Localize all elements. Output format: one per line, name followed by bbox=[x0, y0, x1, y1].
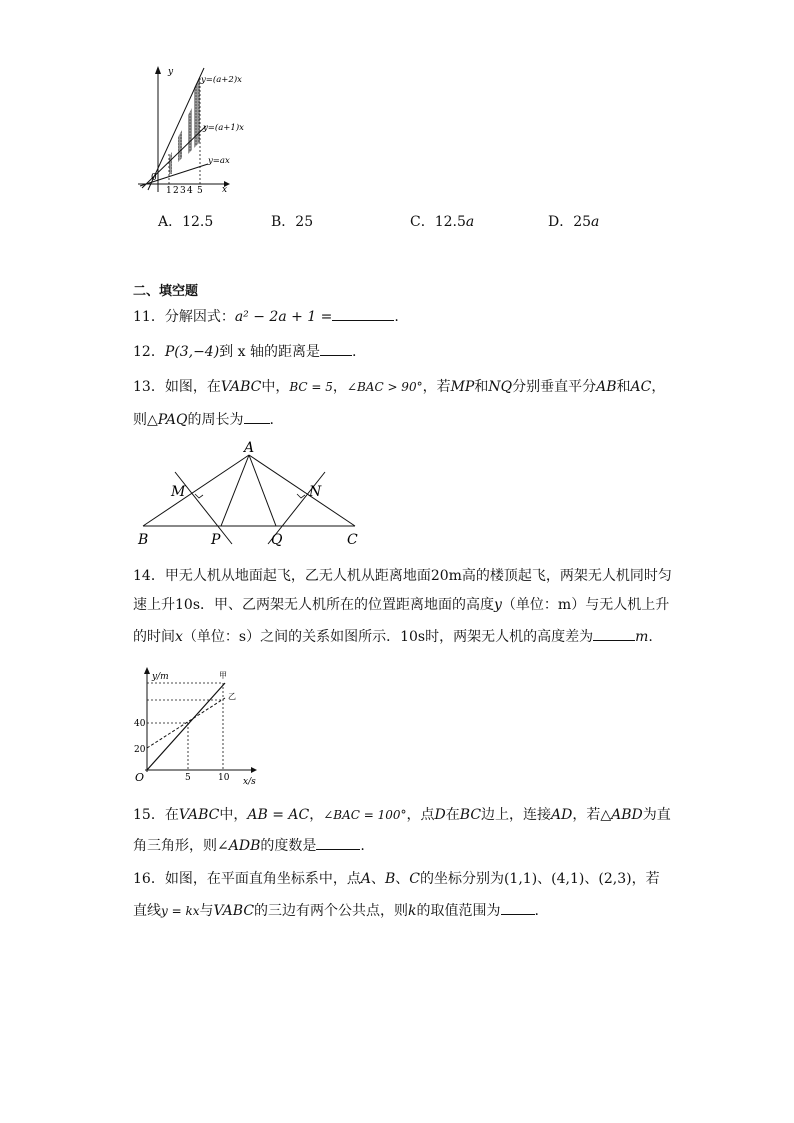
q14-l2-a: 速上升10s．甲、乙两架无人机所在的位置距离地面的高度 bbox=[133, 597, 494, 613]
fig3-xtick-10: 10 bbox=[218, 773, 230, 783]
q12-lead: 12． bbox=[133, 344, 165, 360]
q13-l2-t2: 的周长为 bbox=[187, 412, 244, 428]
q13-l2-t0: 则△ bbox=[133, 412, 158, 428]
q14-unit: m bbox=[635, 629, 649, 645]
fig3-label-jia: 甲 bbox=[219, 671, 227, 680]
q14-l3-b: （单位：s）之间的关系如图所示．10s时，两架无人机的高度差为 bbox=[182, 629, 594, 645]
q16-l2-t6: 的取值范围为 bbox=[416, 903, 501, 919]
line-jia bbox=[147, 683, 225, 770]
label-b: B bbox=[138, 532, 149, 548]
q16-t4: 、 bbox=[395, 871, 410, 887]
question-11 bbox=[133, 308, 399, 326]
q15-adb: ∠ADB bbox=[217, 838, 261, 854]
q15-t2: 中， bbox=[219, 807, 248, 823]
q16-l2-t0: 直线 bbox=[133, 903, 161, 919]
q12-end: . bbox=[351, 344, 357, 360]
shaded-strip-2 bbox=[178, 130, 182, 162]
q16-t6: 的坐标分别为 bbox=[419, 871, 504, 887]
tick-5: 5 bbox=[197, 186, 203, 194]
q14-l2-b: （单位：m）与无人机上升 bbox=[501, 597, 670, 613]
q15-t10: 边上，连接 bbox=[481, 807, 552, 823]
q16-line-eq: y = kx bbox=[161, 904, 200, 918]
q13-ac: AC bbox=[630, 379, 652, 395]
question-13-line-1 bbox=[133, 378, 665, 396]
x-axis-label: x bbox=[222, 185, 228, 194]
tick-4: 4 bbox=[187, 186, 193, 194]
label-n: N bbox=[309, 484, 322, 500]
y-axis-label: y bbox=[168, 67, 174, 77]
q13-bc: BC = 5 bbox=[289, 380, 333, 394]
q15-answer-blank[interactable] bbox=[316, 837, 360, 850]
q16-t0: 16．如图，在平面直角坐标系中，点 bbox=[133, 871, 361, 887]
question-13-line-2 bbox=[133, 411, 274, 429]
q16-answer-blank[interactable] bbox=[501, 902, 535, 915]
question-14-line-1: 14．甲无人机从地面起飞，乙无人机从距离地面20m高的楼顶起飞，两架无人机同时匀 bbox=[133, 568, 672, 584]
fig3-xtick-5: 5 bbox=[185, 773, 191, 783]
option-b[interactable]: B．25 bbox=[271, 214, 314, 230]
question-16-line-1 bbox=[133, 870, 660, 888]
q13-angle: ∠BAC > 90° bbox=[346, 380, 423, 394]
label-line-low: y=ax bbox=[208, 156, 230, 166]
line-yi bbox=[147, 698, 225, 748]
segment-aq bbox=[249, 455, 276, 526]
label-line-top: y=(a+2)x bbox=[201, 75, 242, 85]
q16-coord-a: (1,1) bbox=[503, 871, 538, 887]
label-c: C bbox=[347, 532, 358, 548]
option-c-number: C．12.5 bbox=[410, 214, 466, 230]
q16-k: k bbox=[408, 903, 417, 919]
fig3-y-label: y/m bbox=[152, 672, 169, 682]
q14-end: . bbox=[648, 629, 653, 645]
q13-t4: ， bbox=[332, 379, 347, 395]
q12-text: 到 x 轴的距离是 bbox=[219, 344, 320, 360]
right-angle-n bbox=[297, 494, 305, 498]
q15-l2-t2: 的度数是 bbox=[260, 838, 317, 854]
q14-answer-blank[interactable] bbox=[593, 628, 635, 641]
tick-1: 1 bbox=[166, 186, 172, 194]
label-m: M bbox=[171, 484, 186, 500]
side-ab bbox=[143, 455, 249, 526]
y-axis-arrow bbox=[155, 66, 161, 74]
q16-t2: 、 bbox=[370, 871, 385, 887]
side-ac bbox=[249, 455, 355, 526]
question-15-line-1 bbox=[133, 806, 671, 824]
q16-t10: 、 bbox=[584, 871, 599, 887]
q13-t14: ， bbox=[651, 379, 666, 395]
q16-coord-b: (4,1) bbox=[551, 871, 585, 887]
fig3-x-label: x/s bbox=[243, 777, 256, 787]
q12-answer-blank[interactable] bbox=[320, 343, 352, 356]
option-c-variable: a bbox=[465, 214, 475, 230]
question-14-line-3 bbox=[133, 628, 653, 646]
fig3-origin: O bbox=[135, 771, 145, 784]
tick-3: 3 bbox=[180, 186, 186, 194]
question-16-line-2 bbox=[133, 902, 539, 920]
shaded-strip-1 bbox=[169, 152, 172, 174]
fig3-ytick-40: 40 bbox=[134, 719, 146, 729]
question-14-line-2 bbox=[133, 596, 669, 614]
figure-triangle-bisectors bbox=[133, 438, 369, 550]
q13-t6: ，若 bbox=[422, 379, 451, 395]
q15-t0: 15．在 bbox=[133, 807, 179, 823]
q13-t12: 和 bbox=[616, 379, 631, 395]
q13-triangle: VABC bbox=[220, 379, 262, 395]
q15-t6: ，点 bbox=[406, 807, 435, 823]
bisector-mp bbox=[175, 472, 232, 544]
q13-t2: 中， bbox=[261, 379, 290, 395]
q16-end: . bbox=[534, 903, 539, 919]
label-line-mid: y=(a+1)x bbox=[203, 123, 244, 133]
option-d-number: D．25 bbox=[548, 214, 592, 230]
q11-lead: 11．分解因式： bbox=[133, 309, 235, 325]
q15-end: . bbox=[360, 838, 365, 854]
q16-c: C bbox=[409, 871, 420, 887]
option-d[interactable] bbox=[548, 213, 599, 231]
q15-t14: 为直 bbox=[642, 807, 671, 823]
question-15-line-2 bbox=[133, 837, 365, 855]
q13-end: . bbox=[269, 412, 274, 428]
origin-label: 0 bbox=[151, 173, 157, 183]
segment-ap bbox=[221, 455, 249, 526]
q11-end: . bbox=[394, 309, 399, 325]
q13-mp: MP bbox=[450, 379, 475, 395]
q13-t0: 13．如图，在 bbox=[133, 379, 221, 395]
q16-t12: ，若 bbox=[631, 871, 660, 887]
tick-2: 2 bbox=[173, 186, 179, 194]
q15-t4: ， bbox=[309, 807, 324, 823]
q15-bc: BC bbox=[459, 807, 482, 823]
q13-ab: AB bbox=[596, 379, 617, 395]
q11-answer-blank[interactable] bbox=[332, 308, 394, 321]
q14-l3-a: 的时间 bbox=[133, 629, 175, 645]
fig3-y-arrow bbox=[144, 667, 150, 674]
q14-var-y: y bbox=[494, 597, 502, 613]
q16-l2-t2: 与 bbox=[199, 903, 214, 919]
q15-triangle: VABC bbox=[178, 807, 220, 823]
q16-coord-c: (2,3) bbox=[598, 871, 632, 887]
q15-ab-ac: AB = AC bbox=[247, 807, 310, 823]
fig3-label-yi: 乙 bbox=[228, 692, 236, 701]
q14-var-x: x bbox=[175, 629, 183, 645]
q15-abd: ABD bbox=[611, 807, 643, 823]
shaded-strip-3 bbox=[188, 108, 192, 154]
option-a[interactable]: A．12.5 bbox=[158, 214, 214, 230]
label-a: A bbox=[244, 440, 255, 456]
q13-t8: 和 bbox=[474, 379, 489, 395]
q15-d: D bbox=[434, 807, 446, 823]
q15-ad: AD bbox=[551, 807, 573, 823]
fig3-x-arrow bbox=[251, 767, 257, 773]
question-12 bbox=[133, 343, 356, 361]
option-d-variable: a bbox=[591, 214, 600, 230]
q13-answer-blank[interactable] bbox=[244, 411, 270, 424]
q12-point: P(3,−4) bbox=[164, 344, 220, 360]
label-q: Q bbox=[271, 532, 283, 548]
q16-l2-t4: 的三边有两个公共点，则 bbox=[254, 903, 409, 919]
q16-t8: 、 bbox=[537, 871, 552, 887]
q15-l2-t0: 角三角形，则 bbox=[133, 838, 217, 854]
q13-nq: NQ bbox=[488, 379, 513, 395]
q16-triangle: VABC bbox=[213, 903, 255, 919]
fig3-ytick-20: 20 bbox=[134, 745, 146, 755]
right-angle-m bbox=[195, 494, 203, 498]
q16-a: A bbox=[360, 871, 371, 887]
q13-t10: 分别垂直平分 bbox=[512, 379, 597, 395]
q15-t12: ，若△ bbox=[572, 807, 612, 823]
q15-angle: ∠BAC = 100° bbox=[323, 808, 407, 822]
label-p: P bbox=[211, 532, 221, 548]
q16-b: B bbox=[384, 871, 396, 887]
q15-t8: 在 bbox=[445, 807, 460, 823]
section-title: 二、填空题 bbox=[133, 284, 199, 299]
figure-lines-graph bbox=[132, 62, 257, 194]
q13-paq: PAQ bbox=[157, 412, 188, 428]
q11-expression: a² − 2a + 1 = bbox=[234, 309, 333, 325]
option-c[interactable] bbox=[410, 213, 474, 231]
figure-drone-height-graph bbox=[133, 664, 263, 790]
